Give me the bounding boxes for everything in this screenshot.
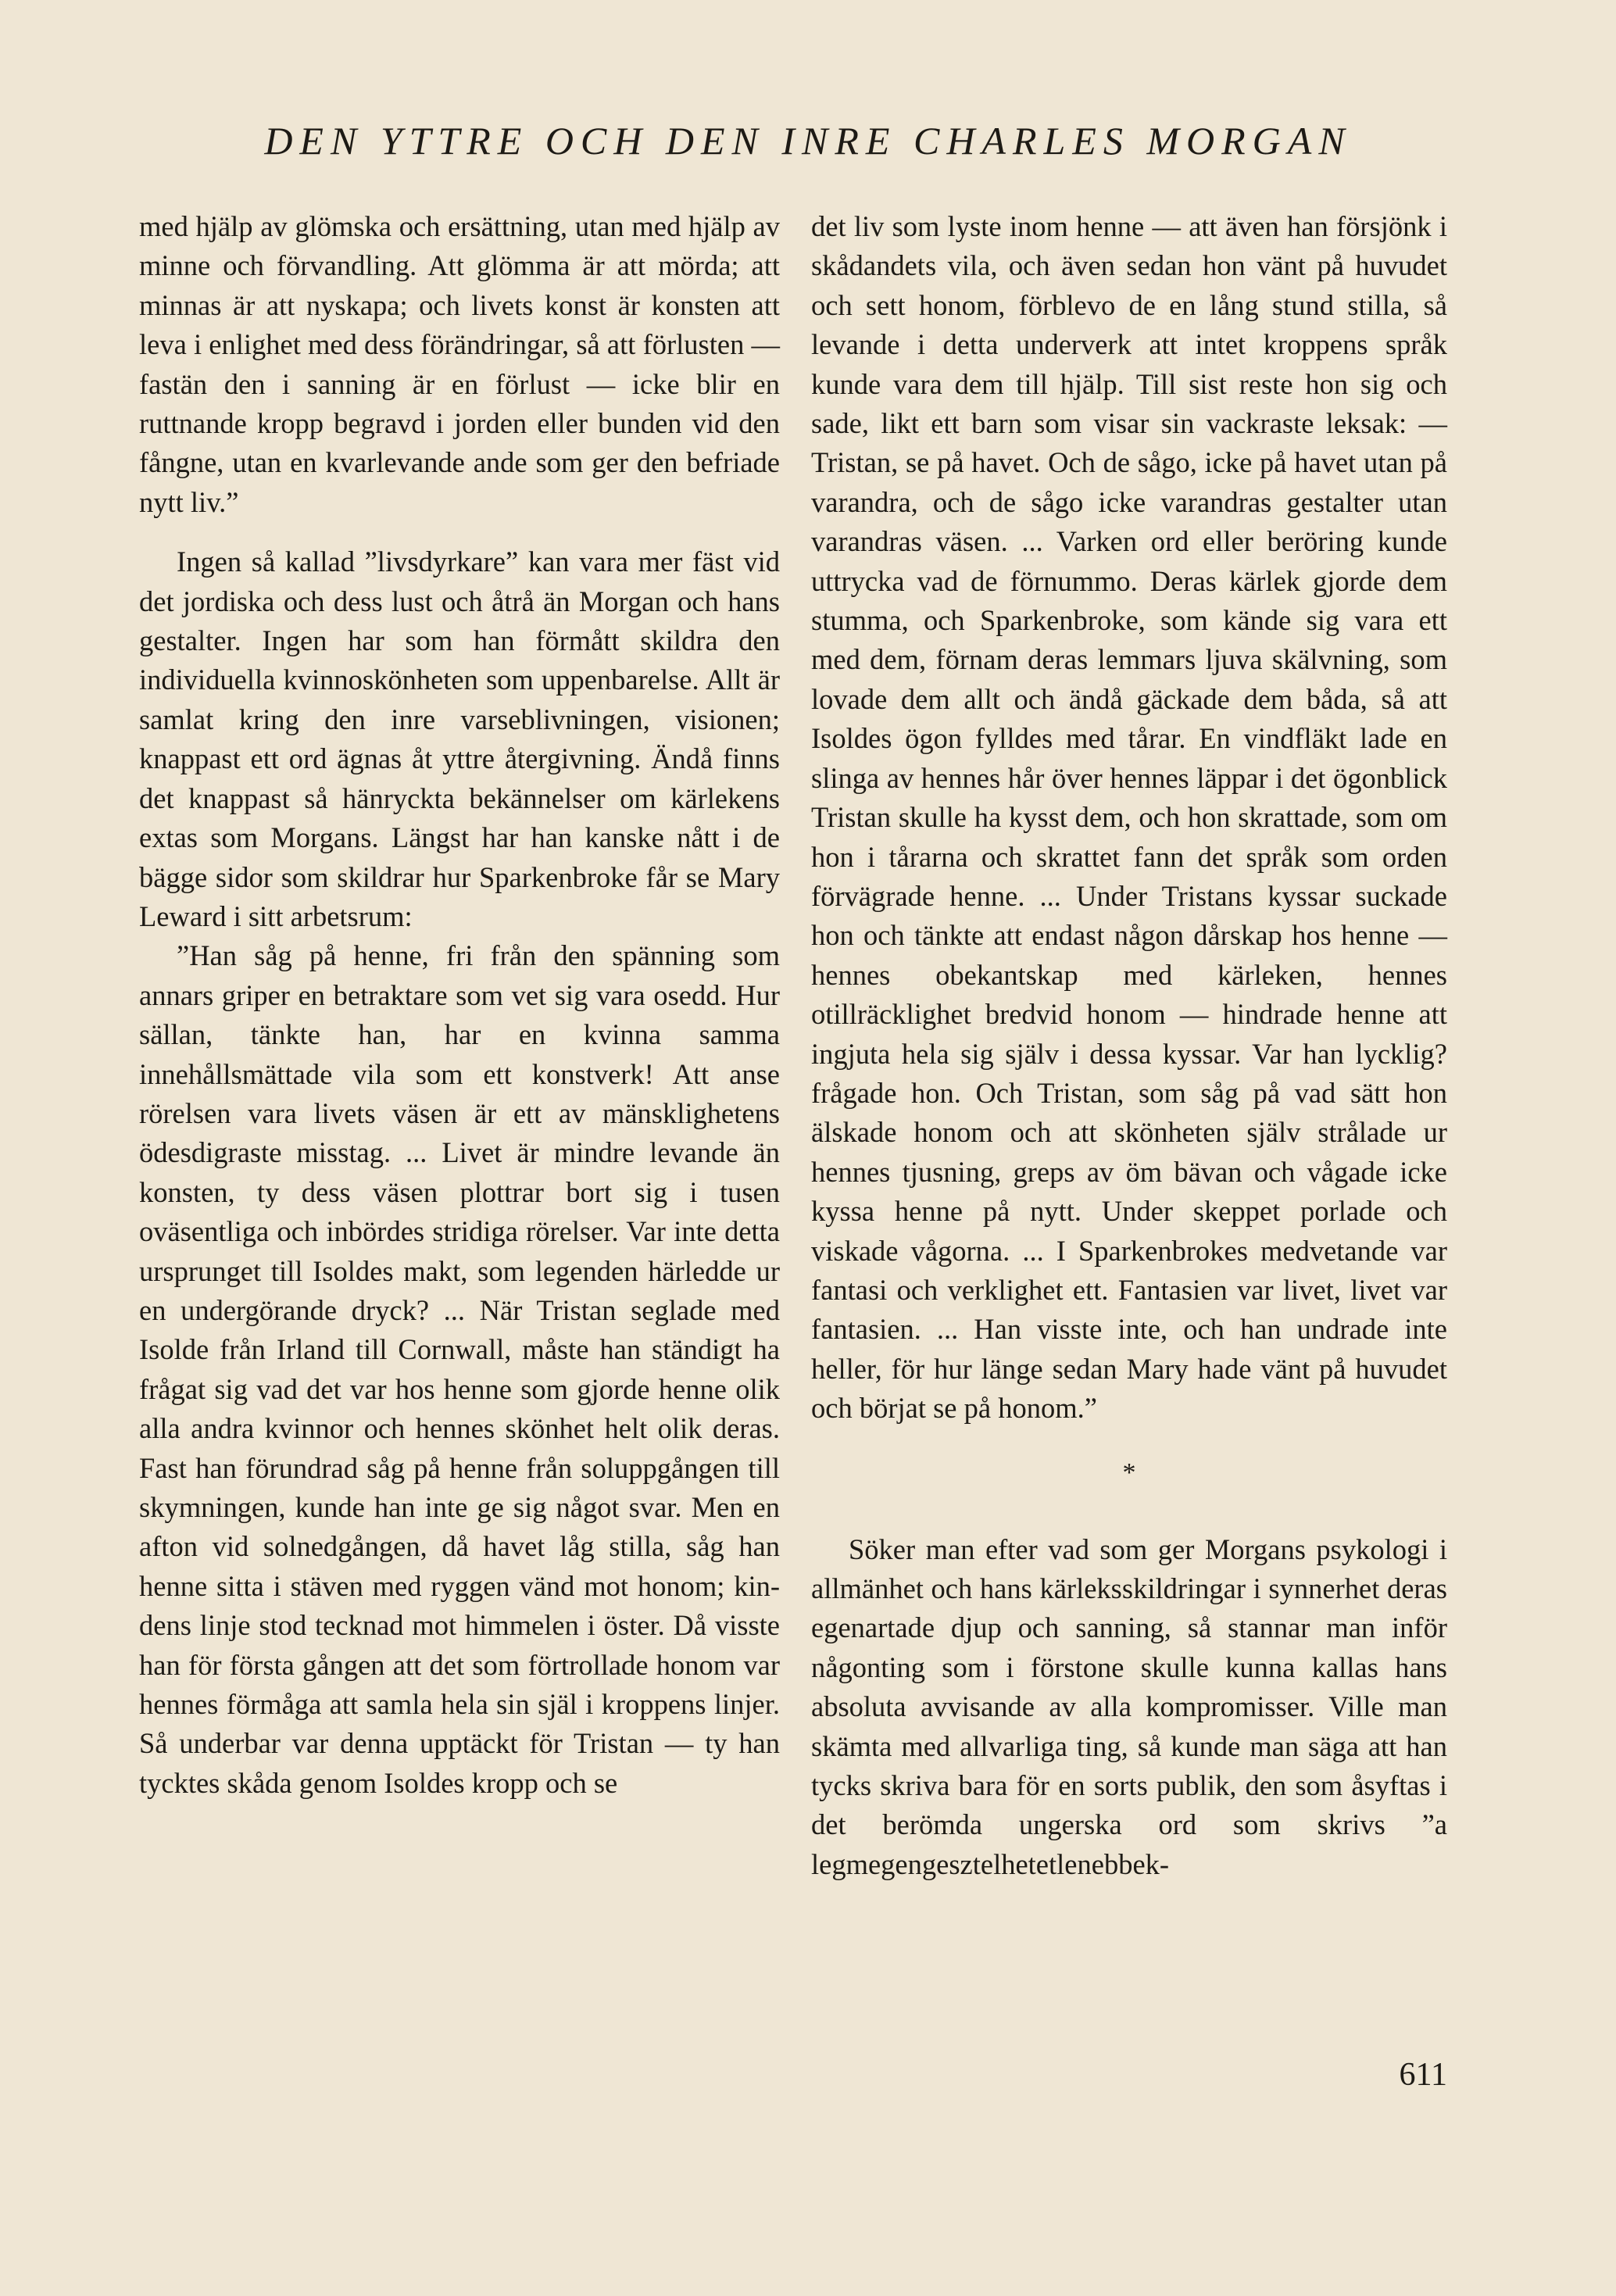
left-quote-paragraph: ”Han såg på henne, fri från den spänning som annars griper en betraktare som vet sig vara osedd. Hur sällan, tänkte han, har en kvinna samma innehållsmättade vila som ett konstverk! Att anse rörelsen vara livets väsen är ett av mänsklighetens ödesdigraste misstag. ... Livet är mindre levande än konsten, ty dess väsen plottrar bort sig i tusen oväsentliga och inbördes stridiga rörelser. Var inte detta ursprunget till Isoldes makt, som legenden härledde ur en undergörande dryck? ... När Tristan seglade med Isolde från Irland till Cornwall, måste han ständigt ha frågat sig vad det var hos henne som gjorde henne olik alla andra kvinnor och hennes skönhet helt olik deras. Fast han förundrad såg på henne från soluppgången till skymningen, kunde han inte ge sig något svar. Men en afton vid solnedgången, då havet låg stilla, såg han henne sitta i stäven med ryggen vänd mot honom; kindens linje stod tecknad mot himmelen i öster. Då visste han för första gången att det som förtrollade honom var hennes förmåga att samla hela sin själ i kroppens linjer. Så underbar var denna upptäckt för Tristan — ty han tycktes skåda genom Isoldes kropp och se xyxy=(139,939,780,1799)
right-column xyxy=(811,207,1447,1884)
section-asterism: * xyxy=(1122,1457,1136,1487)
left-paragraph-2: Ingen så kallad ”livsdyrkare” kan vara mer fäst vid det jordiska och dess lust och åtrå än Morgan och hans gestalter. Ingen har som han förmått skildra den individuella kvinnoskönheten som uppenbarelse. Allt är samlat kring den inre varseblivningen, visionen; knappast ett ord ägnas åt yttre återgivning. Ändå finns det knappast så hänryckta bekännelser om kärlekens extas som Morgans. Längst har han kanske nått i de bägge sidor som skildrar hur Sparkenbroke får se Mary Leward i sitt arbetsrum: xyxy=(139,545,780,932)
left-column xyxy=(139,207,780,1803)
running-head: DEN YTTRE OCH DEN INRE CHARLES MORGAN xyxy=(264,119,1352,163)
right-paragraph-1: det liv som lyste inom henne — att även han försjönk i skådandets vila, och även sedan hon vänt på huvudet och sett honom, förblevo de en lång stund stilla, så levande i detta underverk att intet kroppens språk kunde vara dem till hjälp. Till sist reste hon sig och sade, likt ett barn som visar sin vackraste leksak: — Tristan, se på havet. Och de sågo, icke på havet utan på varandra, och de sågo icke varandras gestalter utan varandras väsen. ... Varken ord eller beröring kunde uttrycka vad de förnummo. Deras kärlek gjorde dem stumma, och Sparkenbroke, som kände sig vara ett med dem, förnam deras lemmars ljuva skälvning, som lovade dem allt och ändå gäckade dem båda, så att Isoldes ögon fylldes med tårar. En vindfläkt lade en slinga av hennes hår över hennes läppar i det ögonblick Tristan skulle ha kysst dem, och hon skrattade, som om hon i tårarna och skrattet fann det språk som orden förvägrade henne. ... Under Tristans kyssar suckade hon och tänkte att endast någon dårskap hos henne — hennes obekantskap med kärleken, hennes otillräcklighet bredvid honom — hindrade henne att ingjuta hela sig själv i dessa kyssar. Var han lycklig? frågade hon. Och Tristan, som såg på vad sätt hon älskade honom och att skönheten själv strålade ur hennes tjusning, greps av öm bävan och vågade icke kyssa henne på nytt. Under skeppet porlade och viskade vågorna. ... I Sparkenbrokes medvetande var fantasi och verklighet ett. Fantasien var livet, livet var fantasien. ... Han visste inte, och han undrade inte heller, för hur länge sedan Mary hade vänt på huvudet och börjat se på honom.” xyxy=(811,210,1447,1425)
left-paragraph-1: med hjälp av glömska och ersättning, utan med hjälp av minne och förvandling. Att glömma är att mörda; att minnas är att nyskapa; och livets konst är konsten att leva i enlighet med dess förändringar, så att förlusten — fastän den i sanning är en förlust — icke blir en ruttnande kropp begravd i jorden eller bunden vid den fångne, utan en kvarlevande ande som ger den befriade nytt liv.” xyxy=(139,210,780,518)
page-number: 611 xyxy=(1399,2057,1447,2093)
right-paragraph-2: Söker man efter vad som ger Morgans psykologi i allmänhet och hans kärleksskildringar i synnerhet deras egenartade djup och sanning, så stannar man inför någonting som i förstone skulle kunna kallas hans absoluta avvisande av alla kompromisser. Ville man skämta med allvarliga ting, så kunde man säga att han tycks skriva bara för en sorts publik, den som åsyftas i det berömda ungerska ord som skrivs ”a legmegengesztelhetetlenebbek- xyxy=(811,1532,1447,1880)
